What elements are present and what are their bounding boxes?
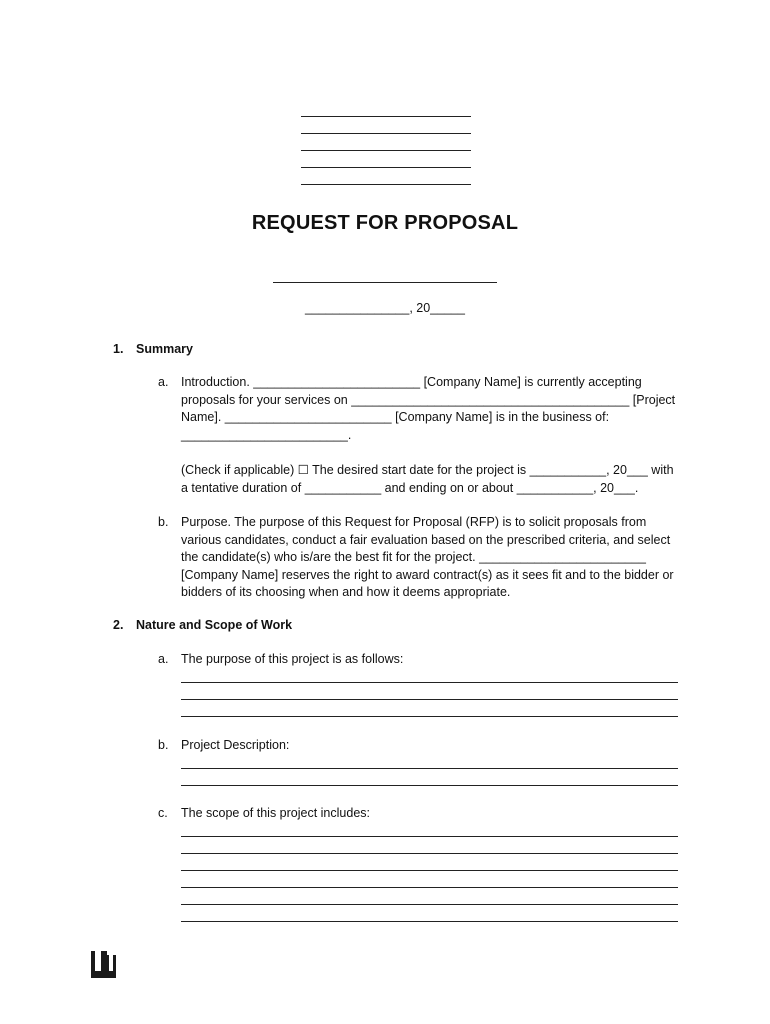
item-letter: a. <box>158 375 169 389</box>
fill-in-line[interactable] <box>181 853 678 854</box>
fill-in-line[interactable] <box>181 921 678 922</box>
date-line: _______________, 20_____ <box>305 301 465 315</box>
recipient-blank-line[interactable] <box>273 266 497 283</box>
address-blank-line[interactable] <box>301 168 471 185</box>
fill-in-line[interactable] <box>181 887 678 888</box>
start-date-paragraph: (Check if applicable) ☐ The desired start date for the project is ___________, 20___ with a tentative duration of ___________ and ending on or about ___________, 20___. <box>181 463 674 495</box>
fill-in-line[interactable] <box>181 699 678 700</box>
fill-in-line[interactable] <box>181 682 678 683</box>
address-blank-lines <box>301 100 471 185</box>
item-letter: a. <box>158 652 169 666</box>
fill-in-line[interactable] <box>181 836 678 837</box>
section-number: 1. <box>113 342 124 356</box>
project-scope-label: The scope of this project includes: <box>181 806 370 820</box>
address-blank-line[interactable] <box>301 117 471 134</box>
section-title: Summary <box>136 342 193 356</box>
fill-in-line[interactable] <box>181 904 678 905</box>
purpose-paragraph: Purpose. The purpose of this Request for Proposal (RFP) is to solicit proposals from various candidates, conduct a fair evaluation based on the prescribed criteria, and select the candidate(s) who is/are the best fit for the project. ________________________ [Company Name] reserves the right to award contract(s) as it sees fit and to the bidder or bidders of its choosing when and how it deems appropriate. <box>181 515 674 599</box>
document-title: REQUEST FOR PROPOSAL <box>251 212 519 234</box>
fill-in-line[interactable] <box>181 870 678 871</box>
address-blank-line[interactable] <box>301 151 471 168</box>
fill-in-line[interactable] <box>181 716 678 717</box>
item-letter: c. <box>158 806 168 820</box>
section-number: 2. <box>113 618 124 632</box>
section-1-heading <box>113 342 193 356</box>
address-blank-line[interactable] <box>301 100 471 117</box>
fill-in-line[interactable] <box>181 768 678 769</box>
introduction-paragraph: Introduction. ________________________ [Company Name] is currently accepting proposals for your services on ________________________________________ [Project Name]. ________________________ [Company Name] is in the business of: ________________________. <box>181 375 676 442</box>
section-title: Nature and Scope of Work <box>136 618 293 632</box>
item-letter: b. <box>158 515 169 529</box>
brand-logo-icon <box>91 951 116 978</box>
project-purpose-label: The purpose of this project is as follows: <box>181 652 404 666</box>
project-description-label: Project Description: <box>181 738 290 752</box>
section-2-heading <box>113 618 292 632</box>
fill-in-line[interactable] <box>181 785 678 786</box>
address-blank-line[interactable] <box>301 134 471 151</box>
item-letter: b. <box>158 738 169 752</box>
